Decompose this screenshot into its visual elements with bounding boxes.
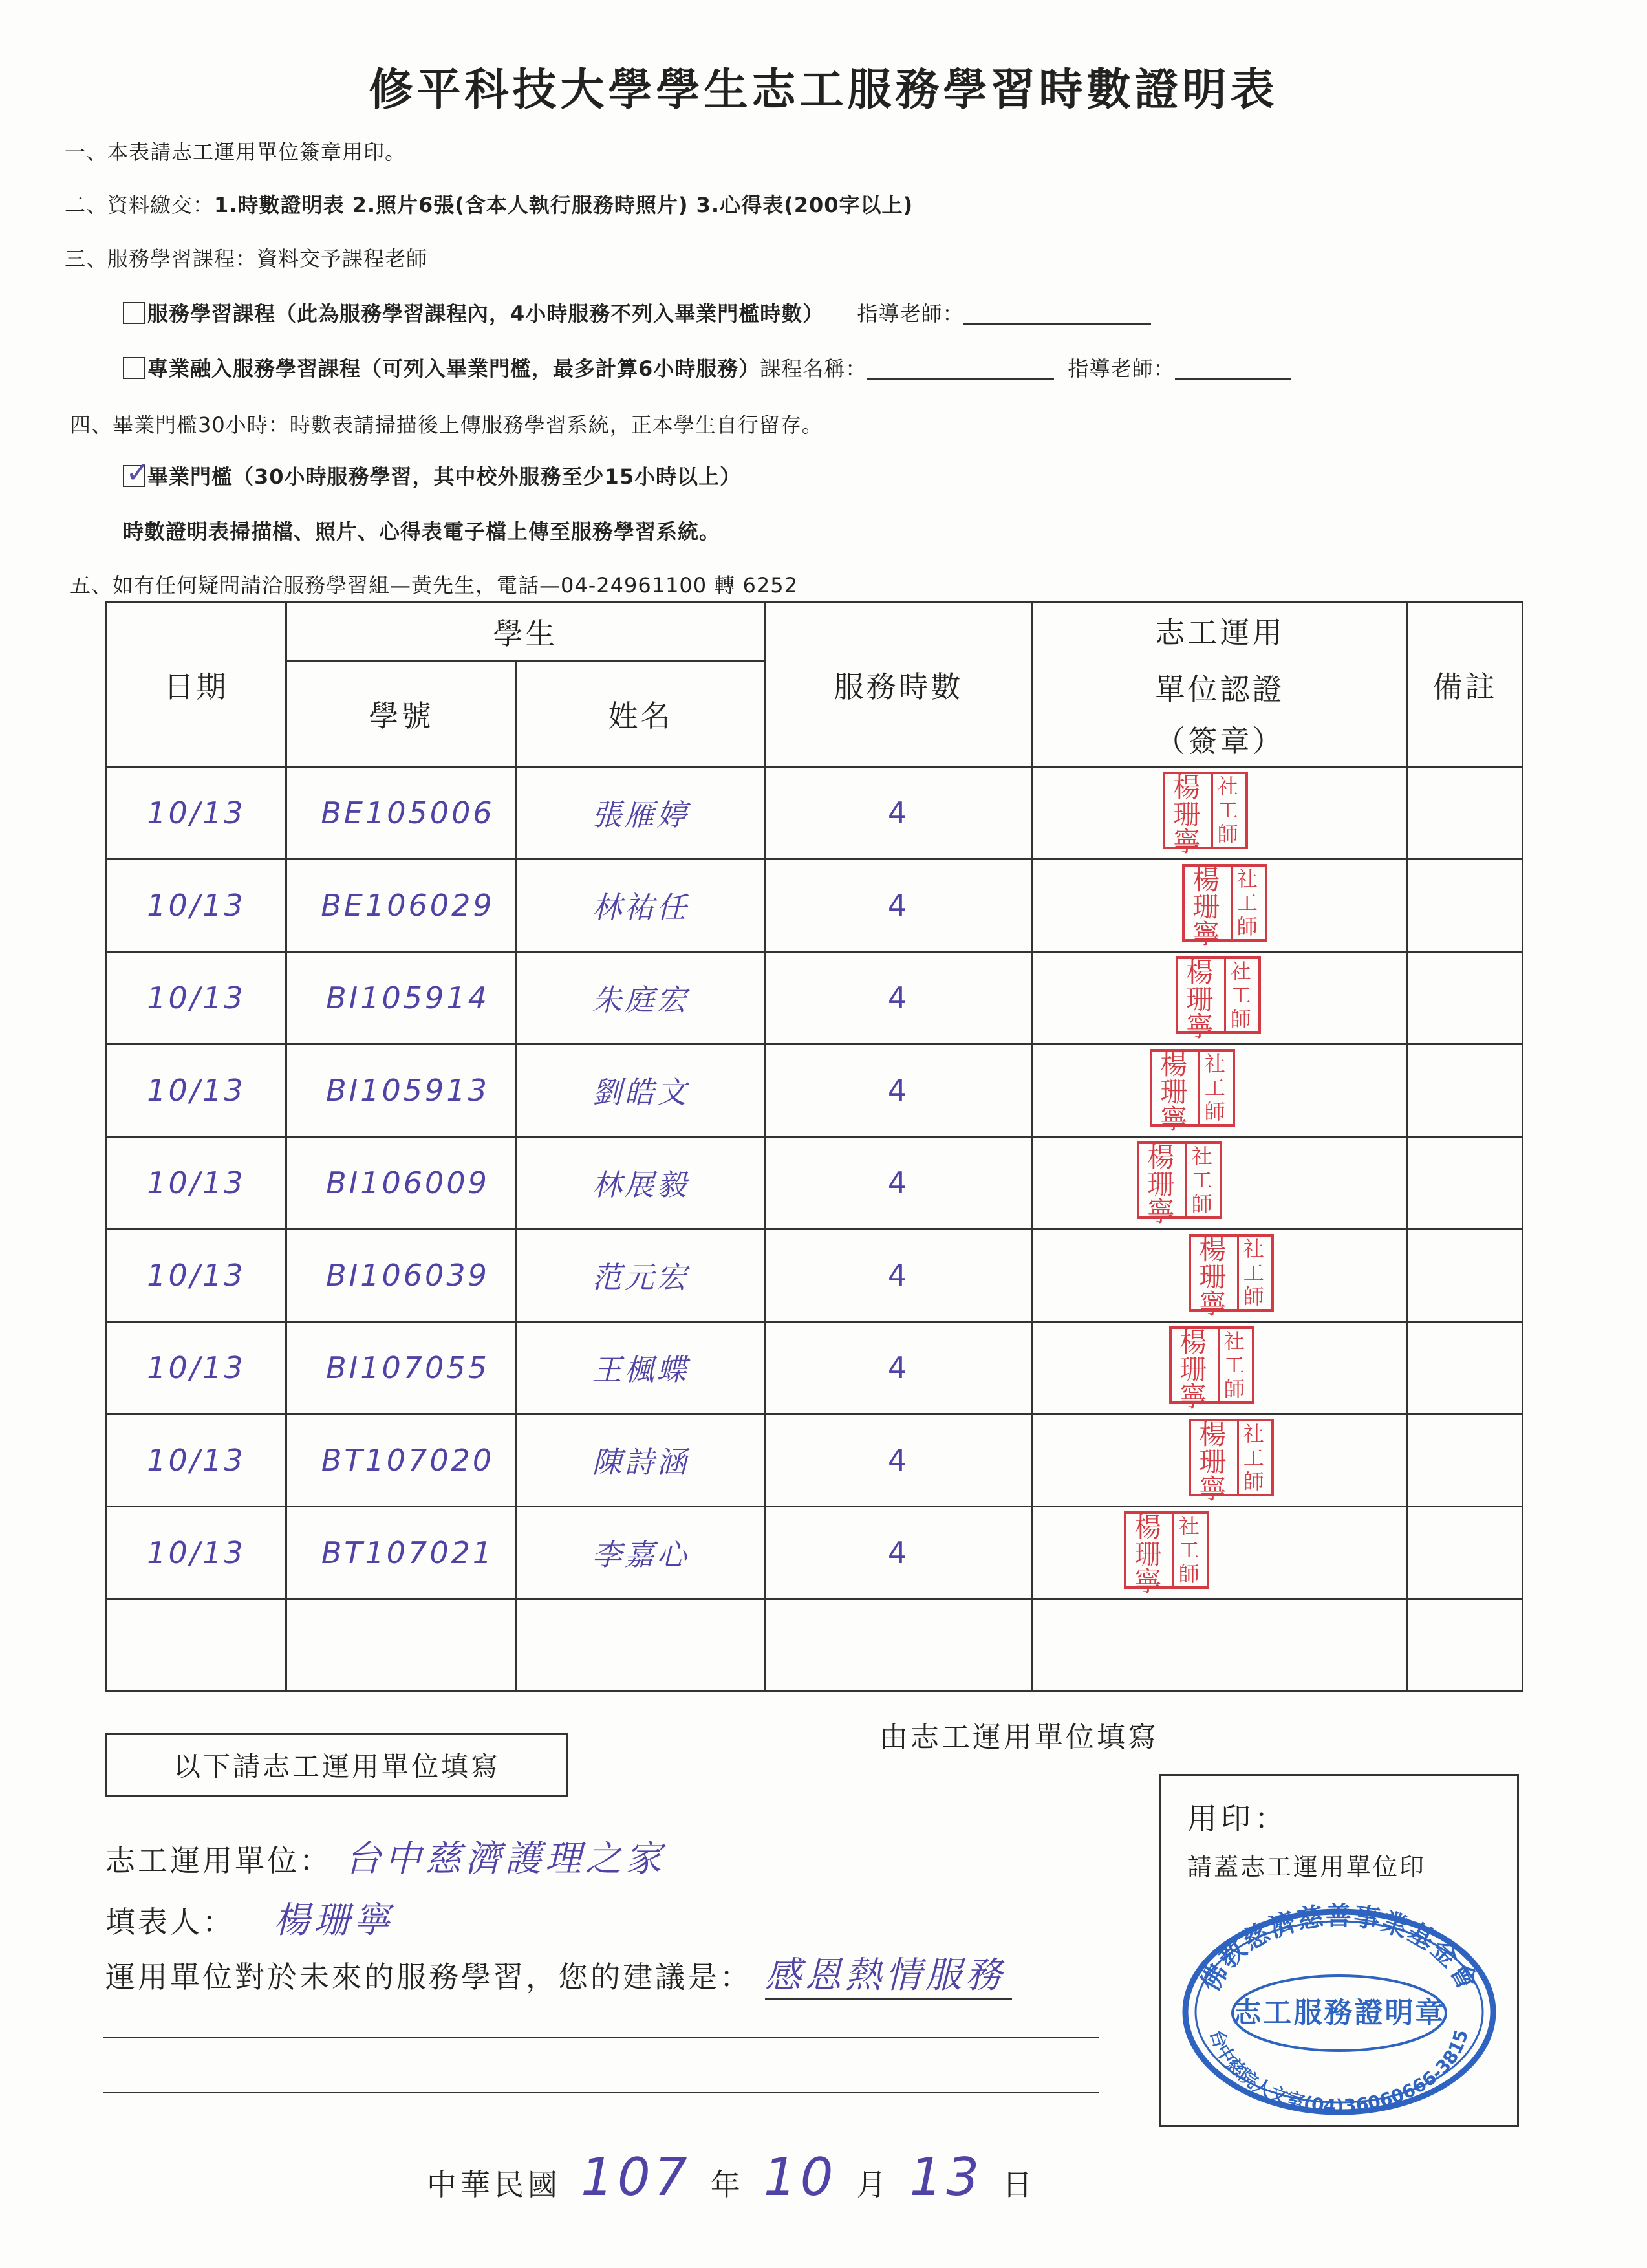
option-2-teacher-field[interactable] (1175, 359, 1291, 380)
seal-name-column (1172, 1326, 1218, 1412)
signature-seal (1124, 1511, 1209, 1597)
hours-cell[interactable]: 4 (765, 1414, 1033, 1507)
option-2-teacher-label: 指導老師： (1068, 356, 1175, 381)
seal-name-column (1126, 1511, 1172, 1597)
option-3-note-text: 時數證明表掃描檔、照片、心得表電子檔上傳至服務學習系統。 (123, 519, 721, 544)
filled-by-unit-note: 由志工運用單位填寫 (879, 1721, 1159, 1754)
seal-title-char: 社 (1178, 1513, 1202, 1539)
hours-cell[interactable]: 4 (765, 1507, 1033, 1599)
name-cell[interactable]: 朱庭宏 (517, 952, 765, 1044)
date-month-unit: 月 (856, 2167, 890, 2202)
seal-name-char: 楊 (1192, 864, 1223, 896)
hours-cell[interactable]: 4 (765, 859, 1033, 952)
name-cell[interactable]: 李嘉心 (517, 1507, 765, 1599)
seal-title-char: 社 (1236, 866, 1260, 891)
certification-cell[interactable] (1033, 952, 1408, 1044)
student-id-cell[interactable]: BT107021 (286, 1507, 517, 1599)
instruction-1: 一、本表請志工運用單位簽章用印。 (65, 140, 407, 164)
option-2-label: 專業融入服務學習課程 (147, 356, 361, 381)
table-row (107, 1507, 1523, 1599)
header-name: 姓名 (517, 662, 765, 767)
seal-name-column (1191, 1234, 1237, 1320)
student-id-cell[interactable]: BE106029 (286, 859, 517, 952)
date-cell[interactable]: 10/13 (107, 1322, 286, 1414)
instruction-4: 四、畢業門檻30小時：時數表請掃描後上傳服務學習系統，正本學生自行留存。 (70, 413, 823, 437)
seal-name-column (1152, 1049, 1198, 1135)
seal-name-char: 楊 (1186, 956, 1216, 988)
seal-title-char: 師 (1217, 822, 1241, 847)
seal-name-char: 珊 (1160, 1076, 1190, 1108)
hours-cell[interactable]: 4 (765, 1137, 1033, 1229)
date-cell[interactable]: 10/13 (107, 1229, 286, 1322)
seal-name-char: 寧 (1173, 826, 1203, 858)
name-cell[interactable]: 張雁婷 (517, 767, 765, 859)
header-cert-line2: 單位認證 (1155, 671, 1285, 707)
header-student-id: 學號 (286, 662, 517, 767)
seal-title-char: 工 (1178, 1537, 1202, 1562)
seal-title-char: 社 (1223, 1328, 1247, 1354)
option-2-course-label: 課程名稱： (760, 356, 867, 381)
seal-name-char: 楊 (1160, 1049, 1190, 1081)
option-professional-service (123, 352, 1291, 382)
certification-cell[interactable] (1033, 859, 1408, 952)
foundation-round-seal (1174, 1902, 1504, 2115)
table-row (107, 1599, 1523, 1692)
remarks-cell[interactable] (1408, 859, 1523, 952)
date-cell[interactable]: 10/13 (107, 767, 286, 859)
seal-title-char: 社 (1230, 958, 1254, 984)
seal-name-char: 楊 (1147, 1141, 1178, 1173)
option-1-desc: （此為服務學習課程內，4小時服務不列入畢業門檻時數） (275, 301, 824, 326)
remarks-cell[interactable] (1408, 1599, 1523, 1692)
unit-label: 志工運用單位： (105, 1843, 332, 1878)
seal-name-char: 珊 (1199, 1446, 1229, 1478)
date-cell[interactable]: 10/13 (107, 1137, 286, 1229)
name-cell[interactable]: 陳詩涵 (517, 1414, 765, 1507)
name-cell[interactable]: 林展毅 (517, 1137, 765, 1229)
unit-row (105, 1830, 665, 1882)
option-1-label: 服務學習課程 (147, 301, 276, 326)
seal-name-char: 楊 (1173, 772, 1203, 803)
signature-seal (1169, 1326, 1254, 1412)
seal-title-char: 工 (1191, 1167, 1215, 1193)
seal-name-column (1139, 1141, 1185, 1227)
certification-cell[interactable] (1033, 1414, 1408, 1507)
option-1-teacher-field[interactable] (963, 304, 1151, 325)
seal-title-column (1185, 1144, 1220, 1216)
student-id-cell[interactable] (286, 1599, 517, 1692)
certification-cell[interactable] (1033, 1599, 1408, 1692)
hours-cell[interactable]: 4 (765, 1044, 1033, 1137)
signature-seal (1137, 1141, 1222, 1227)
student-id-cell[interactable]: BI105914 (286, 952, 517, 1044)
seal-name-char: 寧 (1192, 918, 1223, 950)
seal-title-char: 工 (1217, 797, 1241, 823)
stamp-instruction: 請蓋志工運用單位印 (1187, 1853, 1426, 1881)
name-cell[interactable]: 王楓蝶 (517, 1322, 765, 1414)
check-mark-icon: ✓ (125, 455, 151, 490)
option-graduation-threshold (123, 455, 742, 490)
seal-name-char: 寧 (1199, 1288, 1229, 1320)
seal-title-char: 工 (1243, 1260, 1267, 1285)
option-2-desc: （可列入畢業門檻，最多計算6小時服務） (361, 356, 760, 381)
seal-name-char: 珊 (1147, 1169, 1178, 1200)
hours-cell[interactable]: 4 (765, 1229, 1033, 1322)
remarks-cell[interactable] (1408, 1322, 1523, 1414)
name-cell[interactable]: 林祐任 (517, 859, 765, 952)
seal-title-char: 工 (1236, 890, 1260, 915)
name-cell[interactable]: 范元宏 (517, 1229, 765, 1322)
professional-service-checkbox[interactable] (123, 357, 145, 379)
signature-seal (1150, 1049, 1235, 1135)
table-header-row (107, 603, 1523, 662)
suggestion-row (105, 1947, 1012, 2000)
suggestion-line-2[interactable] (103, 2037, 1099, 2038)
option-2-course-field[interactable] (867, 359, 1054, 380)
seal-name-char: 珊 (1199, 1261, 1229, 1293)
seal-title-column (1198, 1052, 1233, 1124)
seal-title-char: 工 (1230, 982, 1254, 1008)
seal-title-column (1237, 1237, 1271, 1309)
seal-title-char: 工 (1204, 1075, 1228, 1100)
option-service-learning (123, 297, 1151, 327)
date-cell[interactable] (107, 1599, 286, 1692)
seal-title-column (1237, 1421, 1271, 1494)
date-cell[interactable]: 10/13 (107, 1507, 286, 1599)
hours-cell[interactable]: 4 (765, 767, 1033, 859)
suggestion-line-3[interactable] (103, 2092, 1099, 2093)
seal-title-column (1172, 1514, 1207, 1586)
date-month[interactable]: 10 (763, 2147, 837, 2207)
seal-title-char: 社 (1243, 1421, 1267, 1446)
seal-title-char: 師 (1230, 1007, 1254, 1032)
seal-title-char: 師 (1236, 914, 1260, 940)
table-row (107, 859, 1523, 952)
table-row (107, 1229, 1523, 1322)
service-hours-table (105, 601, 1523, 1692)
seal-name-char: 楊 (1199, 1234, 1229, 1266)
remarks-cell[interactable] (1408, 1507, 1523, 1599)
seal-top-arc-text: 佛教慈濟慈善事業基金會 (1194, 1902, 1484, 1996)
certification-cell[interactable] (1033, 1229, 1408, 1322)
instruction-2-prefix: 二、資料繳交： (65, 193, 215, 217)
seal-title-char: 社 (1217, 773, 1241, 799)
seal-name-column (1178, 956, 1224, 1042)
date-cell[interactable]: 10/13 (107, 1414, 286, 1507)
seal-title-char: 師 (1178, 1562, 1202, 1587)
seal-title-column (1231, 867, 1265, 939)
table-row (107, 1322, 1523, 1414)
seal-name-char: 珊 (1179, 1354, 1210, 1385)
student-id-cell[interactable]: BT107020 (286, 1414, 517, 1507)
header-remarks: 備註 (1408, 603, 1523, 767)
seal-title-char: 社 (1204, 1051, 1228, 1076)
student-id-cell[interactable]: BE105006 (286, 767, 517, 859)
seal-name-char: 珊 (1186, 984, 1216, 1015)
date-year-unit: 年 (710, 2167, 744, 2202)
certification-cell[interactable] (1033, 1137, 1408, 1229)
remarks-cell[interactable] (1408, 1044, 1523, 1137)
student-id-cell[interactable]: BI105913 (286, 1044, 517, 1137)
date-prefix: 中華民國 (427, 2167, 561, 2202)
table-row (107, 1137, 1523, 1229)
seal-name-column (1191, 1419, 1237, 1505)
section-label-box: 以下請志工運用單位填寫 (105, 1733, 568, 1797)
option-3-note (123, 515, 720, 545)
seal-name-char: 珊 (1173, 799, 1203, 830)
seal-name-char: 楊 (1134, 1511, 1165, 1543)
seal-name-column (1185, 864, 1231, 950)
seal-name-char: 楊 (1179, 1326, 1210, 1358)
seal-name-char: 寧 (1147, 1196, 1178, 1227)
stamp-box (1159, 1774, 1519, 2127)
name-cell[interactable] (517, 1599, 765, 1692)
filler-row (105, 1892, 394, 1943)
seal-name-char: 珊 (1134, 1539, 1165, 1570)
header-certification (1033, 603, 1408, 767)
student-id-cell[interactable]: BI107055 (286, 1322, 517, 1414)
seal-name-char: 寧 (1179, 1381, 1210, 1412)
header-cert-line3: （簽章） (1155, 723, 1285, 759)
date-cell[interactable]: 10/13 (107, 859, 286, 952)
stamp-label: 用印： (1187, 1801, 1288, 1836)
filler-label: 填表人： (105, 1905, 235, 1939)
header-hours: 服務時數 (765, 603, 1033, 767)
instruction-5: 五、如有任何疑問請洽服務學習組—黃先生，電話—04-24961100 轉 6252 (70, 573, 798, 598)
signature-seal (1182, 864, 1267, 950)
seal-title-column (1224, 959, 1258, 1031)
unit-value[interactable]: 台中慈濟護理之家 (345, 1838, 665, 1880)
option-3-desc: （30小時服務學習，其中校外服務至少15小時以上） (233, 464, 742, 489)
certification-cell[interactable] (1033, 1507, 1408, 1599)
option-3-label: 畢業門檻 (147, 464, 233, 489)
seal-title-char: 師 (1243, 1284, 1267, 1310)
certification-cell[interactable] (1033, 1044, 1408, 1137)
seal-title-char: 師 (1204, 1099, 1228, 1125)
seal-title-char: 工 (1243, 1445, 1267, 1470)
student-id-cell[interactable]: BI106039 (286, 1229, 517, 1322)
name-cell[interactable]: 劉皓文 (517, 1044, 765, 1137)
hours-cell[interactable]: 4 (765, 1322, 1033, 1414)
graduation-threshold-checkbox[interactable] (123, 455, 151, 490)
seal-title-char: 師 (1223, 1377, 1247, 1402)
seal-name-char: 寧 (1186, 1011, 1216, 1042)
seal-title-char: 工 (1223, 1352, 1247, 1377)
seal-name-char: 寧 (1160, 1103, 1190, 1135)
seal-title-column (1218, 1329, 1252, 1401)
seal-title-column (1211, 774, 1245, 847)
instruction-2-items: 1.時數證明表 2.照片6張(含本人執行服務時照片) 3.心得表(200字以上) (214, 193, 914, 217)
table-row (107, 952, 1523, 1044)
date-cell[interactable]: 10/13 (107, 1044, 286, 1137)
table-row (107, 1044, 1523, 1137)
seal-name-char: 寧 (1134, 1566, 1165, 1597)
certification-cell[interactable] (1033, 1322, 1408, 1414)
hours-cell[interactable]: 4 (765, 952, 1033, 1044)
seal-title-char: 社 (1243, 1236, 1267, 1261)
date-year[interactable]: 107 (581, 2147, 691, 2207)
remarks-cell[interactable] (1408, 767, 1523, 859)
student-id-cell[interactable]: BI106009 (286, 1137, 517, 1229)
suggestion-label: 運用單位對於未來的服務學習，您的建議是： (105, 1960, 752, 1994)
seal-name-char: 寧 (1199, 1473, 1229, 1505)
seal-name-column (1165, 772, 1211, 858)
table-row (107, 767, 1523, 859)
seal-title-char: 師 (1191, 1192, 1215, 1217)
hours-cell[interactable] (765, 1599, 1033, 1692)
seal-name-char: 楊 (1199, 1419, 1229, 1451)
option-1-teacher-label: 指導老師： (857, 301, 964, 326)
seal-title-char: 社 (1191, 1143, 1215, 1169)
signature-seal (1189, 1419, 1274, 1505)
remarks-cell[interactable] (1408, 1414, 1523, 1507)
seal-bottom-arc-text: 台中慈院人文室(04)36060666-3815 (1205, 2027, 1472, 2115)
instruction-3: 三、服務學習課程：資料交予課程老師 (65, 246, 428, 271)
header-date: 日期 (107, 603, 286, 767)
date-day-unit: 日 (1002, 2167, 1037, 2202)
remarks-cell[interactable] (1408, 952, 1523, 1044)
header-cert-line1: 志工運用 (1155, 614, 1285, 650)
instruction-2 (65, 189, 913, 219)
certification-cell[interactable] (1033, 767, 1408, 859)
seal-name-char: 珊 (1192, 891, 1223, 923)
form-title: 修平科技大學學生志工服務學習時數證明表 (369, 64, 1278, 116)
signature-seal (1189, 1234, 1274, 1320)
table-row (107, 1414, 1523, 1507)
filler-value[interactable]: 楊珊寧 (274, 1899, 394, 1941)
remarks-cell[interactable] (1408, 1229, 1523, 1322)
signature-seal (1163, 772, 1248, 858)
service-learning-checkbox[interactable] (123, 302, 145, 324)
seal-center-text: 志工服務證明章 (1233, 1996, 1446, 2029)
date-cell[interactable]: 10/13 (107, 952, 286, 1044)
date-line (427, 2147, 1036, 2207)
header-student: 學生 (286, 603, 765, 662)
date-day[interactable]: 13 (909, 2147, 984, 2207)
seal-title-char: 師 (1243, 1469, 1267, 1495)
signature-seal (1176, 956, 1261, 1042)
remarks-cell[interactable] (1408, 1137, 1523, 1229)
suggestion-value[interactable]: 感恩熱情服務 (765, 1947, 1012, 2000)
